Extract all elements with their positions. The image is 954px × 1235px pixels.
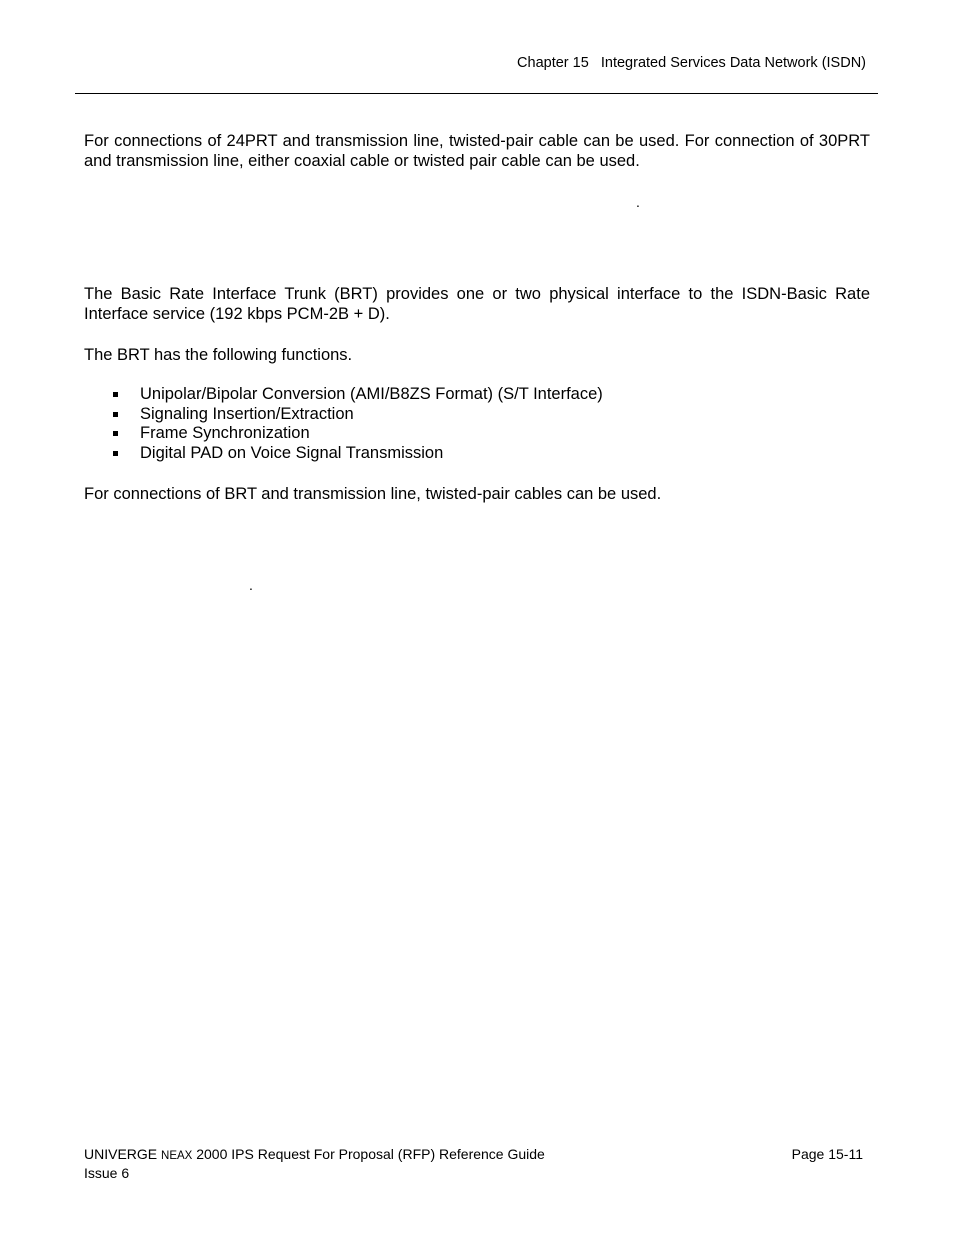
list-item-text: Unipolar/Bipolar Conversion (AMI/B8ZS Format) (S/T Interface) (140, 385, 603, 403)
bullet-square-icon (113, 392, 118, 397)
list-item-text: Digital PAD on Voice Signal Transmission (140, 443, 444, 462)
header-divider (75, 93, 878, 94)
list-item (84, 444, 603, 464)
paragraph-prt-cabling: For connections of 24PRT and transmission line, twisted-pair cable can be used. For connection of 30PRT and transmission line, either coaxial cable or twisted pair cable can be used. (84, 132, 870, 170)
paragraph-brt-functions-intro: The BRT has the following functions. (84, 346, 353, 364)
paragraph-brt-description: The Basic Rate Interface Trunk (BRT) provides one or two physical interface to the ISDN-Basic Rate Interface service (192 kbps PCM-2B + D). (84, 285, 870, 323)
footer-document-info (84, 1146, 545, 1181)
list-item (84, 385, 603, 405)
brt-functions-list (84, 385, 603, 463)
list-item-text: Frame Synchronization (140, 424, 310, 443)
stray-period: . (636, 194, 640, 210)
paragraph-brt-cabling: For connections of BRT and transmission line, twisted-pair cables can be used. (84, 485, 662, 503)
stray-period: . (249, 577, 253, 593)
footer-issue: Issue 6 (84, 1164, 130, 1181)
bullet-square-icon (113, 412, 118, 417)
running-header: Chapter 15 Integrated Services Data Network (ISDN) (517, 55, 866, 71)
page-number: Page 15-11 (791, 1146, 863, 1162)
list-item (84, 405, 603, 425)
list-item-text: Signaling Insertion/Extraction (140, 404, 354, 423)
list-item (84, 424, 603, 444)
footer-document-title: UNIVERGE NEAX 2000 IPS Request For Proposal (RFP) Reference Guide (84, 1146, 545, 1162)
bullet-square-icon (113, 431, 118, 436)
bullet-square-icon (113, 451, 118, 456)
